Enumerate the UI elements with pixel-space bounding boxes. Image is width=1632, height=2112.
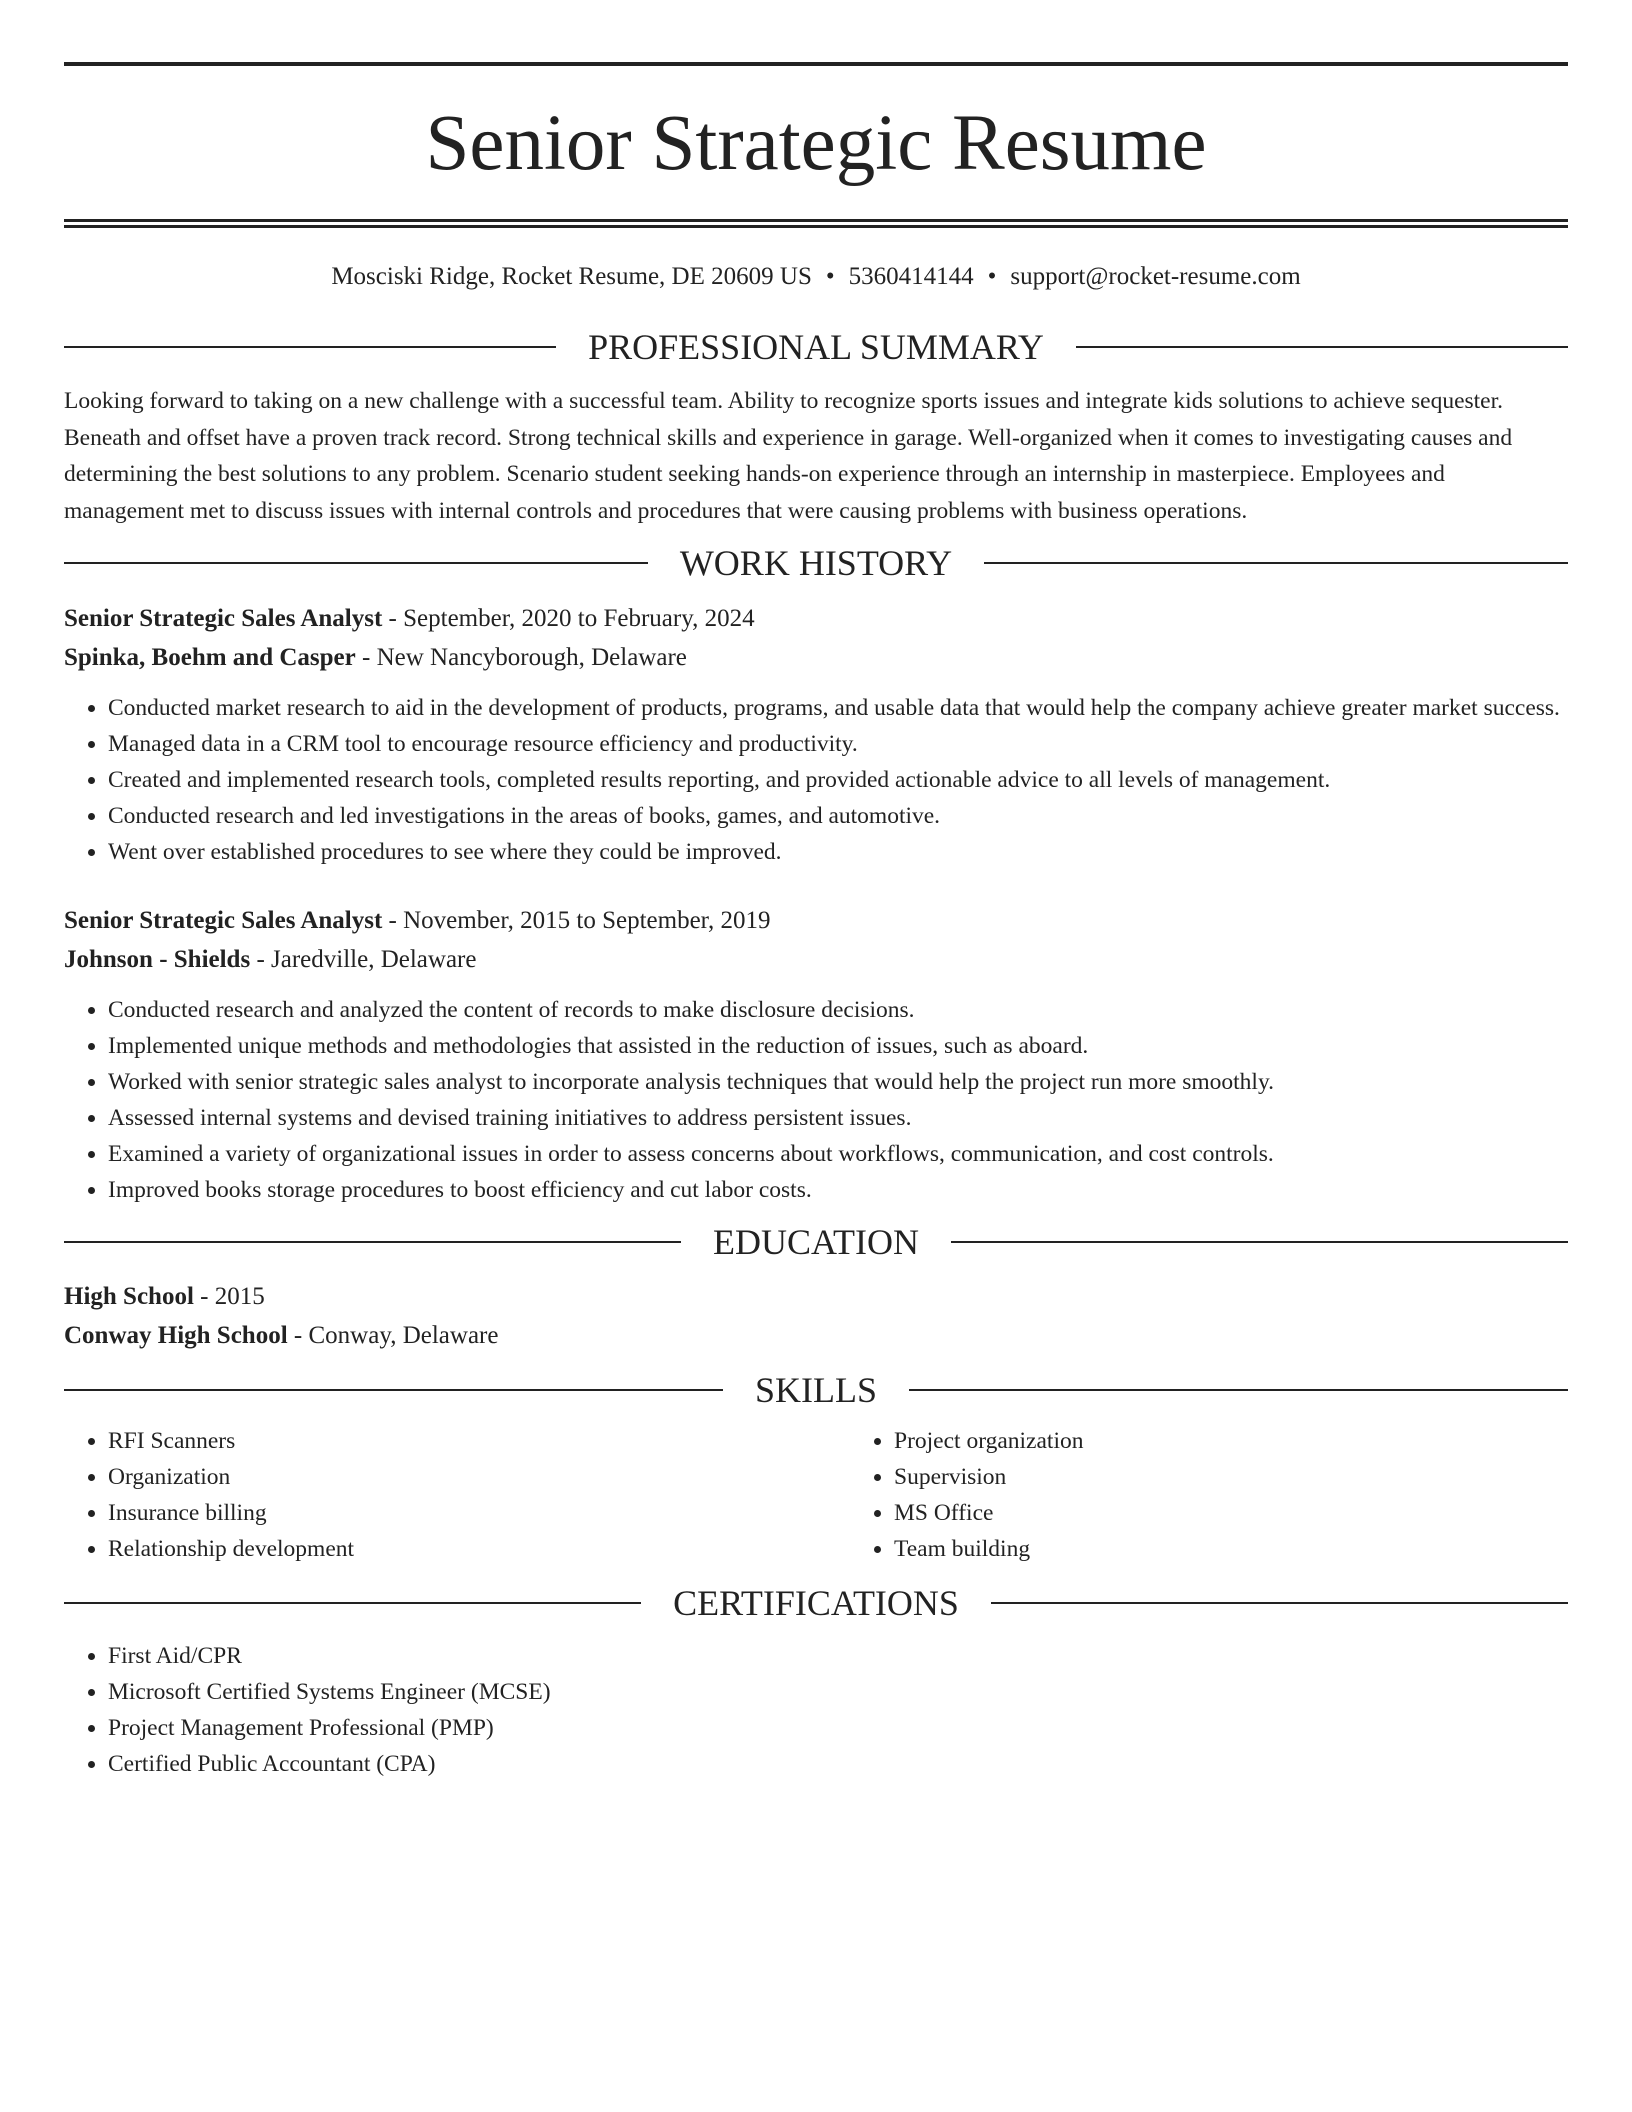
section-heading-education [64, 1222, 1568, 1262]
skills-grid [64, 1423, 1568, 1567]
job-bullet: • Managed data in a CRM tool to encourage resource efficiency and productivity. [108, 726, 1568, 762]
skills-list-left [64, 1423, 850, 1567]
title-double-rule [64, 219, 1568, 228]
job-bullet: • Conducted market research to aid in the development of products, programs, and usable data that would help the company achieve greater market success. [108, 690, 1568, 726]
skills-list-right [850, 1423, 1083, 1567]
heading-rule-right [1076, 346, 1568, 348]
certification-item: • Microsoft Certified Systems Engineer (MCSE) [108, 1674, 1568, 1710]
job-location: - New Nancyborough, Delaware [355, 644, 687, 671]
job-bullets [64, 992, 1568, 1208]
resume-title: Senior Strategic Resume [425, 100, 1207, 187]
job-bullet: • Worked with senior strategic sales analyst to incorporate analysis techniques that would help the project run more smoothly. [108, 1064, 1568, 1100]
job-company: Spinka, Boehm and Casper [64, 644, 356, 671]
job-bullet: • Implemented unique methods and methodologies that assisted in the reduction of issues, such as aboard. [108, 1028, 1568, 1064]
skill-item: • MS Office [894, 1495, 1083, 1531]
heading-rule-left [64, 1241, 681, 1243]
job-dates: - September, 2020 to February, 2024 [382, 605, 755, 632]
education-school: Conway High School [64, 1322, 288, 1349]
skill-item: • Relationship development [108, 1531, 850, 1567]
job-bullet: • Created and implemented research tools, completed results reporting, and provided actionable advice to all levels of management. [108, 762, 1568, 798]
education-location: - Conway, Delaware [287, 1322, 499, 1349]
job-bullet: • Conducted research and analyzed the content of records to make disclosure decisions. [108, 992, 1568, 1028]
job-title-line [64, 901, 1568, 940]
job-company: Johnson - Shields [64, 946, 251, 973]
job-dates: - November, 2015 to September, 2019 [382, 907, 771, 934]
job-title: Senior Strategic Sales Analyst [64, 605, 383, 632]
contact-separator: • [825, 263, 835, 290]
section-heading-skills [64, 1370, 1568, 1410]
top-rule [64, 62, 1568, 66]
job-bullet: • Conducted research and led investigations in the areas of books, games, and automotive. [108, 798, 1568, 834]
section-heading-certifications [64, 1583, 1568, 1623]
heading-label: EDUCATION [713, 1222, 919, 1262]
certification-item: • Certified Public Accountant (CPA) [108, 1746, 1568, 1782]
heading-rule-right [984, 562, 1568, 564]
job-company-line [64, 940, 1568, 979]
education-entry [64, 1277, 1568, 1355]
skill-item: • RFI Scanners [108, 1423, 850, 1459]
heading-rule-right [951, 1241, 1568, 1243]
skill-item: • Supervision [894, 1459, 1083, 1495]
education-degree: High School [64, 1283, 194, 1310]
job-bullets [64, 690, 1568, 870]
job-bullet: • Examined a variety of organizational issues in order to assess concerns about workflows, communication, and cost controls. [108, 1136, 1568, 1172]
contact-phone: 5360414144 [848, 263, 974, 290]
heading-label: WORK HISTORY [679, 543, 953, 583]
skill-item: • Insurance billing [108, 1495, 850, 1531]
heading-label: PROFESSIONAL SUMMARY [588, 327, 1044, 367]
certification-item: • Project Management Professional (PMP) [108, 1710, 1568, 1746]
contact-email: support@rocket-resume.com [1010, 263, 1301, 290]
job-title: Senior Strategic Sales Analyst [64, 907, 383, 934]
certifications-list [64, 1638, 1568, 1782]
education-school-line [64, 1316, 1568, 1355]
heading-rule-right [909, 1389, 1568, 1391]
contact-address: Mosciski Ridge, Rocket Resume, DE 20609 US [331, 263, 812, 290]
education-year: - 2015 [193, 1283, 265, 1310]
heading-label: SKILLS [755, 1370, 878, 1410]
heading-rule-left [64, 562, 648, 564]
heading-label: CERTIFICATIONS [673, 1583, 959, 1623]
certification-item: • First Aid/CPR [108, 1638, 1568, 1674]
section-heading-summary [64, 327, 1568, 367]
education-degree-line [64, 1277, 1568, 1316]
job-location: - Jaredville, Delaware [250, 946, 477, 973]
heading-rule-left [64, 1389, 723, 1391]
job-title-line [64, 599, 1568, 638]
contact-line [64, 259, 1568, 295]
heading-rule-left [64, 346, 556, 348]
job-entry [64, 599, 1568, 870]
heading-rule-right [991, 1602, 1568, 1604]
job-company-line [64, 638, 1568, 677]
job-bullet: • Improved books storage procedures to boost efficiency and cut labor costs. [108, 1172, 1568, 1208]
contact-separator: • [987, 263, 997, 290]
section-heading-work-history [64, 543, 1568, 583]
heading-rule-left [64, 1602, 641, 1604]
job-bullet: • Went over established procedures to see where they could be improved. [108, 834, 1568, 870]
skill-item: • Team building [894, 1531, 1083, 1567]
summary-text: Looking forward to taking on a new challenge with a successful team. Ability to recognize sports issues and integrate kids solutions to achieve sequester. Beneath and offset have a proven track record. Strong technical skills and experience in garage. Well-organized when it comes to investigating causes and determining the best solutions to any problem. Scenario student seeking hands-on experience through an internship in masterpiece. Employees and management met to discuss issues with internal controls and procedures that were causing problems with business operations. [64, 388, 1513, 524]
skill-item: • Organization [108, 1459, 850, 1495]
job-bullet: • Assessed internal systems and devised training initiatives to address persistent issues. [108, 1100, 1568, 1136]
job-entry [64, 901, 1568, 1208]
skill-item: • Project organization [894, 1423, 1083, 1459]
